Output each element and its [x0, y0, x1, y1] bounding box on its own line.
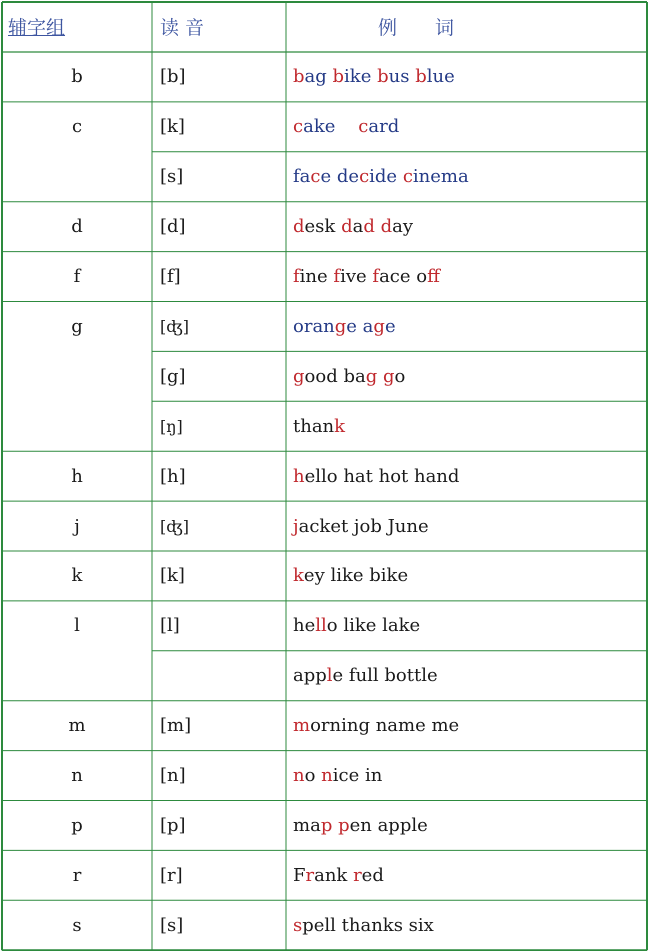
highlighted-letters: b [332, 66, 345, 88]
cell-sound: [ʤ] [160, 316, 190, 336]
cell-letter: m [68, 715, 86, 737]
highlighted-letters: b [415, 66, 427, 88]
cell-example-words [293, 102, 644, 152]
cell-example-words [293, 202, 644, 252]
word-text: ood ba [304, 365, 366, 387]
highlighted-letters: n [293, 765, 305, 787]
word-text: pell thanks six [302, 914, 434, 936]
highlighted-letters: g [373, 315, 385, 337]
cell-example-words [293, 401, 644, 451]
word-text: F [293, 864, 306, 886]
highlighted-letters: l [326, 665, 333, 687]
word-text: acket job June [298, 515, 429, 537]
cell-sound: [h] [160, 465, 186, 487]
cell-sound [160, 651, 284, 701]
highlighted-letters: m [293, 715, 311, 737]
cell-example-words [293, 451, 644, 501]
cell-sound: [ʤ] [160, 516, 190, 536]
cell-letter [2, 651, 152, 701]
cell-example-words [293, 351, 644, 401]
cell-example-words [293, 651, 644, 701]
cell-example-words [293, 801, 644, 851]
cell-letter [2, 351, 152, 401]
cell-letter: l [74, 615, 80, 637]
highlighted-letters: p [338, 814, 350, 836]
header-examples: 例 词 [377, 16, 454, 39]
word-text: orning name me [310, 715, 460, 737]
word-text: fa [293, 166, 311, 188]
word-text: o like lake [326, 615, 421, 637]
word-text: ey like bike [303, 565, 409, 587]
highlighted-letters: g [365, 365, 378, 387]
word-text: ide [369, 166, 403, 188]
cell-letter [2, 152, 152, 202]
highlighted-letters: ll [315, 615, 327, 637]
cell-example-words [293, 850, 644, 900]
highlighted-letters: b [377, 66, 389, 88]
highlighted-letters: d [293, 216, 305, 238]
cell-letter: b [71, 66, 83, 88]
cell-sound: [n] [160, 765, 186, 787]
cell-sound: [m] [160, 715, 192, 737]
word-text: o [394, 365, 406, 387]
word-text: en apple [349, 814, 428, 836]
word-text: ine [299, 266, 334, 288]
cell-sound: [r] [160, 864, 183, 886]
word-text: ard [368, 116, 400, 138]
word-text: ace o [379, 266, 428, 288]
word-text: ed [361, 864, 384, 886]
cell-letter: g [71, 315, 83, 337]
word-text: e [384, 315, 396, 337]
cell-example-words [293, 52, 644, 102]
highlighted-letters: c [293, 116, 304, 138]
highlighted-letters: d [363, 216, 375, 238]
cell-sound: [g] [160, 365, 186, 387]
cell-example-words [293, 751, 644, 801]
word-text: ive [340, 266, 373, 288]
cell-letter: s [72, 914, 82, 936]
cell-letter: n [71, 765, 83, 787]
word-text: ag [304, 66, 333, 88]
cell-letter: h [71, 465, 83, 487]
cell-letter: j [74, 515, 80, 537]
header-sound: 读 音 [160, 16, 205, 39]
cell-example-words [293, 551, 644, 601]
highlighted-letters: c [358, 116, 369, 138]
word-text: e de [320, 166, 360, 188]
cell-sound: [d] [160, 216, 186, 238]
highlighted-letters: ff [427, 266, 440, 288]
word-text: oran [293, 315, 335, 337]
cell-sound: [s] [160, 914, 184, 936]
word-text: ank [314, 864, 354, 886]
highlighted-letters: g [334, 315, 347, 337]
word-text: o [304, 765, 322, 787]
word-text: e a [346, 315, 374, 337]
word-text [335, 116, 358, 137]
header-letters: 辅字组 [8, 16, 66, 39]
cell-sound: [s] [160, 166, 184, 188]
highlighted-letters: k [334, 415, 346, 437]
cell-letter: c [71, 116, 83, 138]
highlighted-letters: r [353, 864, 362, 886]
highlighted-letters: p [320, 814, 333, 836]
cell-example-words [293, 601, 644, 651]
word-text: app [293, 665, 327, 687]
cell-sound: [b] [160, 66, 186, 88]
highlighted-letters: j [293, 515, 299, 537]
cell-letter: f [73, 266, 81, 288]
word-text: than [293, 415, 335, 437]
highlighted-letters: h [293, 465, 305, 487]
highlighted-letters: b [293, 66, 305, 88]
highlighted-letters: f [293, 266, 300, 288]
word-text: ake [303, 116, 336, 138]
highlighted-letters: c [310, 166, 321, 188]
cell-letter: r [72, 864, 82, 886]
word-text: a [352, 216, 364, 238]
word-text: us [388, 66, 416, 88]
highlighted-letters: g [293, 365, 305, 387]
cell-example-words [293, 701, 644, 751]
cell-sound: [ŋ] [160, 416, 183, 436]
highlighted-letters: g [382, 365, 395, 387]
highlighted-letters: k [293, 565, 304, 587]
highlighted-letters: f [333, 266, 341, 288]
word-text: ike [344, 66, 378, 88]
cell-example-words [293, 900, 644, 950]
cell-letter [2, 401, 152, 451]
cell-sound: [f] [160, 266, 181, 288]
highlighted-letters: d [380, 216, 393, 238]
word-text: inema [412, 166, 469, 188]
cell-letter: d [71, 216, 83, 238]
highlighted-letters: f [372, 266, 380, 288]
highlighted-letters: c [402, 166, 413, 188]
highlighted-letters: n [321, 765, 333, 787]
cell-letter: k [71, 565, 83, 587]
word-text: ay [392, 216, 414, 238]
word-text: ello hat hot hand [304, 465, 460, 487]
word-text: lue [426, 66, 455, 88]
cell-sound: [l] [160, 615, 180, 637]
word-text: ma [293, 814, 321, 836]
highlighted-letters: c [359, 166, 370, 188]
cell-letter: p [71, 814, 83, 836]
cell-sound: [k] [160, 116, 185, 138]
highlighted-letters: d [341, 216, 353, 238]
word-text: he [293, 615, 316, 637]
word-text: e full bottle [332, 665, 438, 687]
highlighted-letters: r [305, 864, 315, 886]
cell-sound: [k] [160, 565, 185, 587]
word-text: esk [304, 216, 342, 238]
cell-example-words [293, 302, 644, 352]
cell-sound: [p] [160, 814, 186, 836]
highlighted-letters: s [293, 914, 303, 936]
cell-example-words [293, 252, 644, 302]
cell-example-words [293, 152, 644, 202]
cell-example-words [293, 501, 644, 551]
word-text: ice in [332, 765, 383, 787]
